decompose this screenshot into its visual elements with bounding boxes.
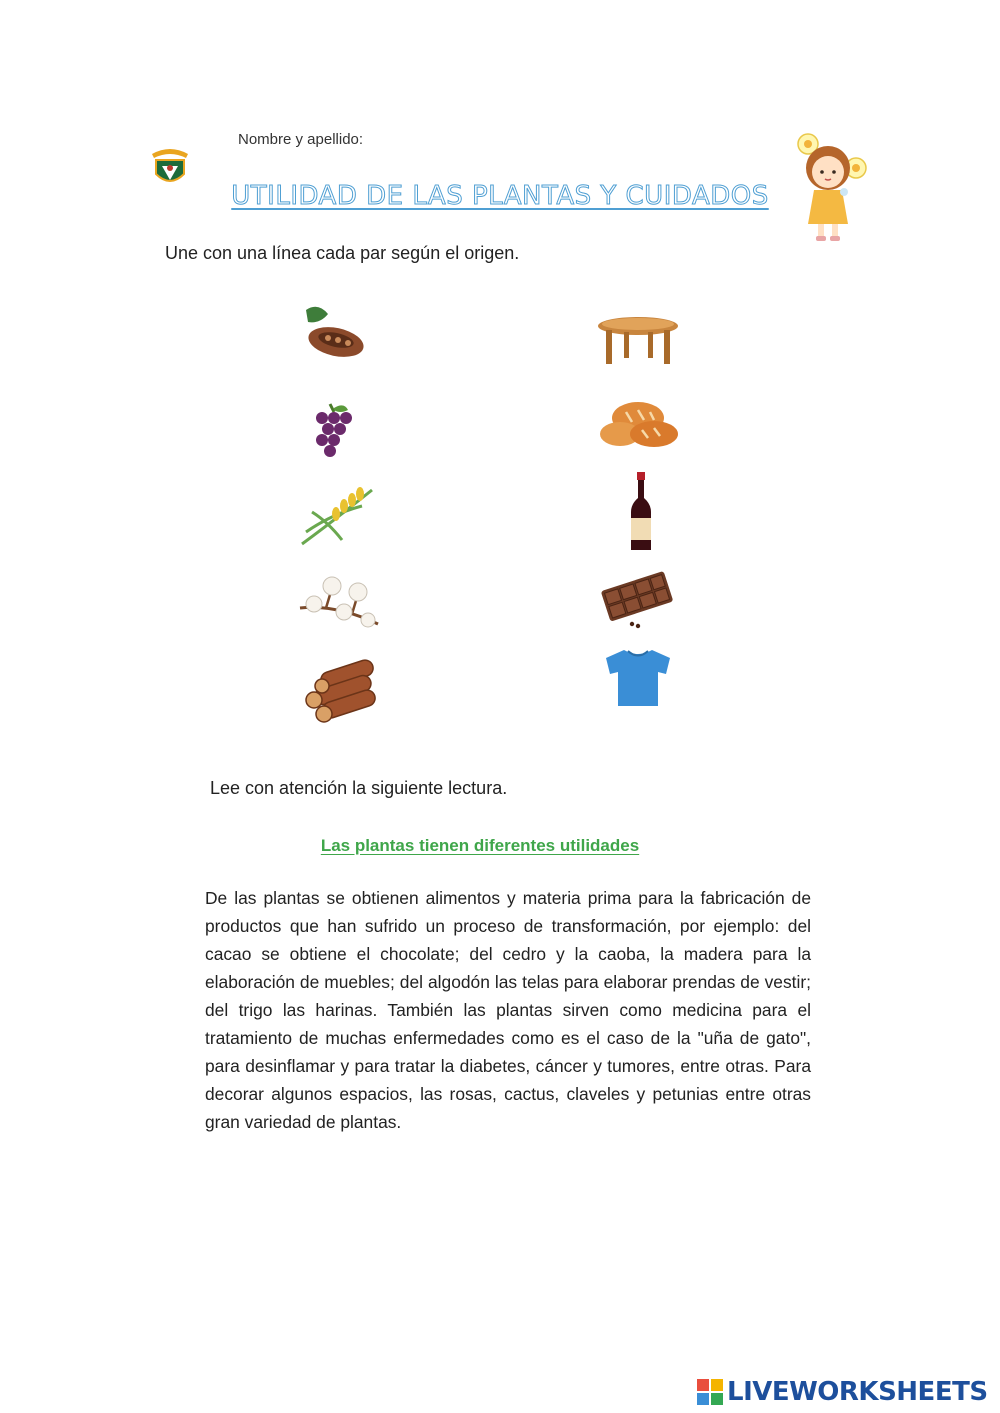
wheat-icon [292,482,376,552]
wine-bottle-icon [628,472,654,552]
reading-subtitle: Las plantas tienen diferentes utilidades [320,836,640,855]
liveworksheets-logo-icon [697,1379,723,1405]
reading-instruction: Lee con atención la siguiente lectura. [210,778,508,798]
reading-paragraph: De las plantas se obtienen alimentos y materia prima para la fabricación de productos que han sufrido un proceso de transformación, por ejemplo: del cacao se obtiene el chocolate; del cedro y la caoba, la madera para la elaboración de muebles; del algodón las telas para elaborar prendas de vestir; del trigo las harinas. También las plantas sirven como medicina para el tratamiento de muchas enfermedades como es el caso de la "uña de gato", para desinflamar y para tratar la diabetes, cáncer y tumores, entre otras. Para decorar algunos espacios, las rosas, cactus, claveles y petunias entre otras gran variedad de plantas. [205,888,811,1132]
brand-name: LIVEWORKSHEETS [727,1377,988,1407]
bread-icon [598,392,682,462]
name-label: Nombre y apellido: [238,131,364,148]
cotton-icon [296,568,380,638]
girl-illustration-icon [786,128,876,246]
cacao-pod-icon [292,300,376,370]
page-title: UTILIDAD DE LAS PLANTAS Y CUIDADOS [231,181,769,211]
wood-logs-icon [300,656,384,726]
tshirt-icon [596,644,680,714]
wooden-stool-icon [596,308,680,378]
matching-instruction: Une con una línea cada par según el origen. [165,243,520,263]
chocolate-bar-icon [596,566,680,636]
grapes-icon [290,398,374,468]
